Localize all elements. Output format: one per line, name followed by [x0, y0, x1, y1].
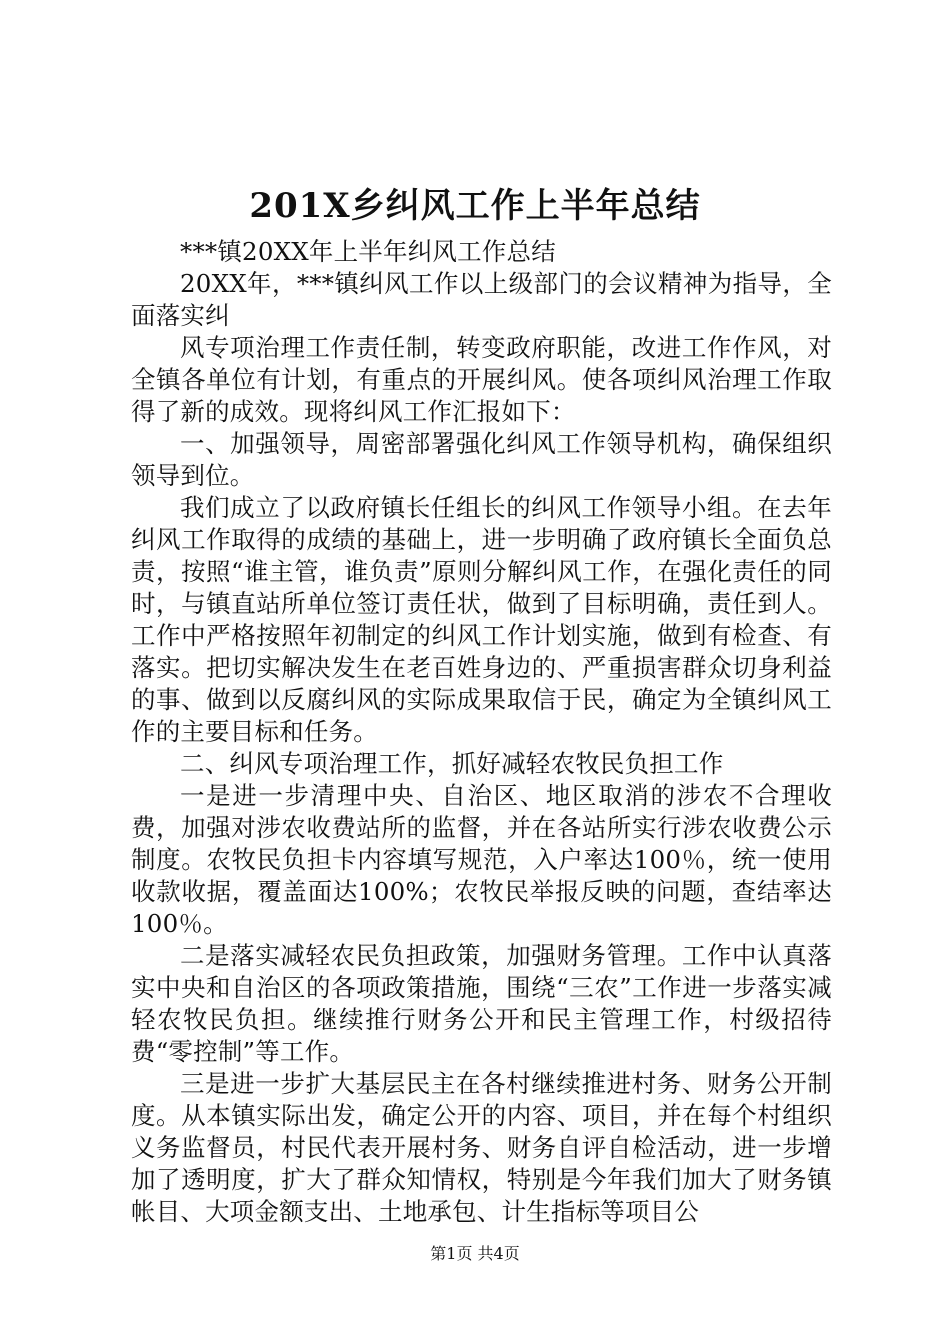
document-title: 201X乡纠风工作上半年总结: [249, 186, 701, 226]
paragraph-intro: 20XX年，***镇纠风工作以上级部门的会议精神为指导，全面落实纠: [131, 269, 832, 330]
paragraph-item-1: 一是进一步清理中央、自治区、地区取消的涉农不合理收费，加强对涉农收费站所的监督，并在各站所实行涉农收费公示制度。农牧民负担卡内容填写规范，入户率达100％，统一使用收款收据，覆盖面达100%；农牧民举报反映的问题，查结率达100％。: [131, 781, 832, 938]
paragraph-intro-continued: 风专项治理工作责任制，转变政府职能，改进工作作风，对全镇各单位有计划，有重点的开展纠风。使各项纠风治理工作取得了新的成效。现将纠风工作汇报如下：: [131, 333, 832, 426]
section-heading-2: 二、纠风专项治理工作，抓好减轻农牧民负担工作: [180, 749, 724, 778]
document-body: [131, 236, 832, 1228]
paragraph-section-1: 我们成立了以政府镇长任组长的纠风工作领导小组。在去年纠风工作取得的成绩的基础上，进一步明确了政府镇长全面负总责，按照“谁主管，谁负责”原则分解纠风工作，在强化责任的同时，与镇直站所单位签订责任状，做到了目标明确，责任到人。工作中严格按照年初制定的纠风工作计划实施，做到有检查、有落实。把切实解决发生在老百姓身边的、严重损害群众切身利益的事、做到以反腐纠风的实际成果取信于民，确定为全镇纠风工作的主要目标和任务。: [131, 493, 832, 746]
paragraph-subtitle: ***镇20XX年上半年纠风工作总结: [180, 237, 556, 266]
page-number-footer: 第1页 共4页: [430, 1244, 520, 1263]
section-heading-1: 一、加强领导，周密部署强化纠风工作领导机构，确保组织领导到位。: [131, 429, 832, 490]
paragraph-item-2: 二是落实减轻农民负担政策，加强财务管理。工作中认真落实中央和自治区的各项政策措施，围绕“三农”工作进一步落实减轻农牧民负担。继续推行财务公开和民主管理工作，村级招待费“零控制”等工作。: [131, 941, 832, 1066]
paragraph-item-3: 三是进一步扩大基层民主在各村继续推进村务、财务公开制度。从本镇实际出发，确定公开的内容、项目，并在每个村组织义务监督员，村民代表开展村务、财务自评自检活动，进一步增加了透明度，扩大了群众知情权，特别是今年我们加大了财务镇帐目、大项金额支出、土地承包、计生指标等项目公: [131, 1069, 832, 1226]
